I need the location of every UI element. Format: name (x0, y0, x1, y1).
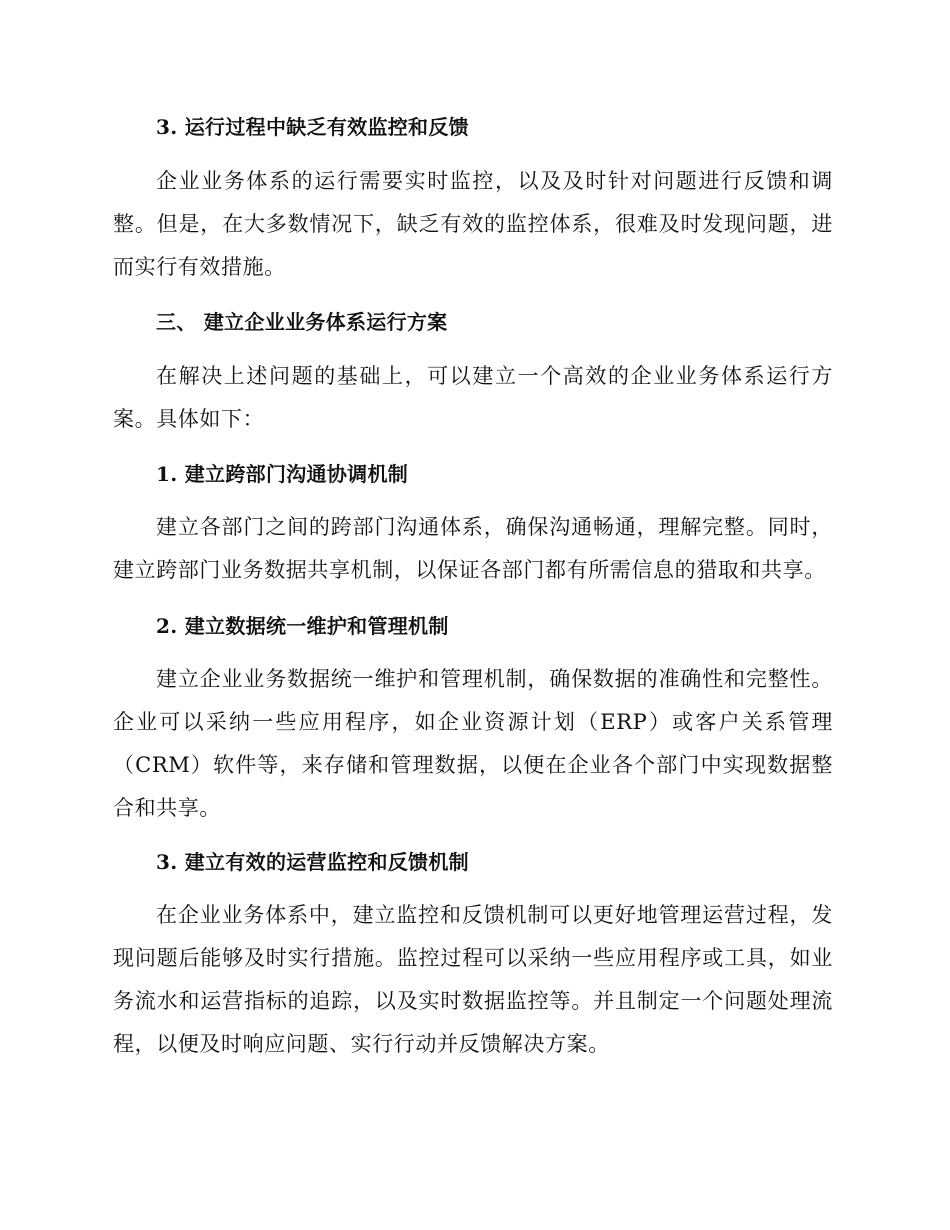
section-heading-data-management: 2. 建立数据统一维护和管理机制 (156, 614, 449, 638)
section-heading-communication: 1. 建立跨部门沟通协调机制 (156, 462, 409, 486)
section-heading-monitoring: 3. 运行过程中缺乏有效监控和反馈 (156, 115, 469, 139)
section-heading-operations-monitoring: 3. 建立有效的运营监控和反馈机制 (156, 850, 469, 874)
paragraph-data-management: 建立企业业务数据统一维护和管理机制，确保数据的准确性和完整性。企业可以采纳一些应用程序，如企业资源计划（ERP）或客户关系管理（CRM）软件等，来存储和管理数据，以便在企业各个部门中实现数据整合和共享。 (113, 667, 833, 820)
paragraph-monitoring-problem: 企业业务体系的运行需要实时监控，以及及时针对问题进行反馈和调整。但是，在大多数情况下，缺乏有效的监控体系，很难及时发现问题，进而实行有效措施。 (113, 169, 833, 279)
paragraph-operations-monitoring: 在企业业务体系中，建立监控和反馈机制可以更好地管理运营过程，发现问题后能够及时实行措施。监控过程可以采纳一些应用程序或工具，如业务流水和运营指标的追踪，以及实时数据监控等。并且制定一个问题处理流程，以便及时响应问题、实行行动并反馈解决方案。 (113, 903, 833, 1056)
chapter-heading-solution: 三、 建立企业业务体系运行方案 (156, 310, 448, 334)
paragraph-solution-intro: 在解决上述问题的基础上，可以建立一个高效的企业业务体系运行方案。具体如下： (113, 364, 833, 431)
paragraph-communication: 建立各部门之间的跨部门沟通体系，确保沟通畅通，理解完整。同时，建立跨部门业务数据共享机制，以保证各部门都有所需信息的猎取和共享。 (113, 515, 833, 582)
